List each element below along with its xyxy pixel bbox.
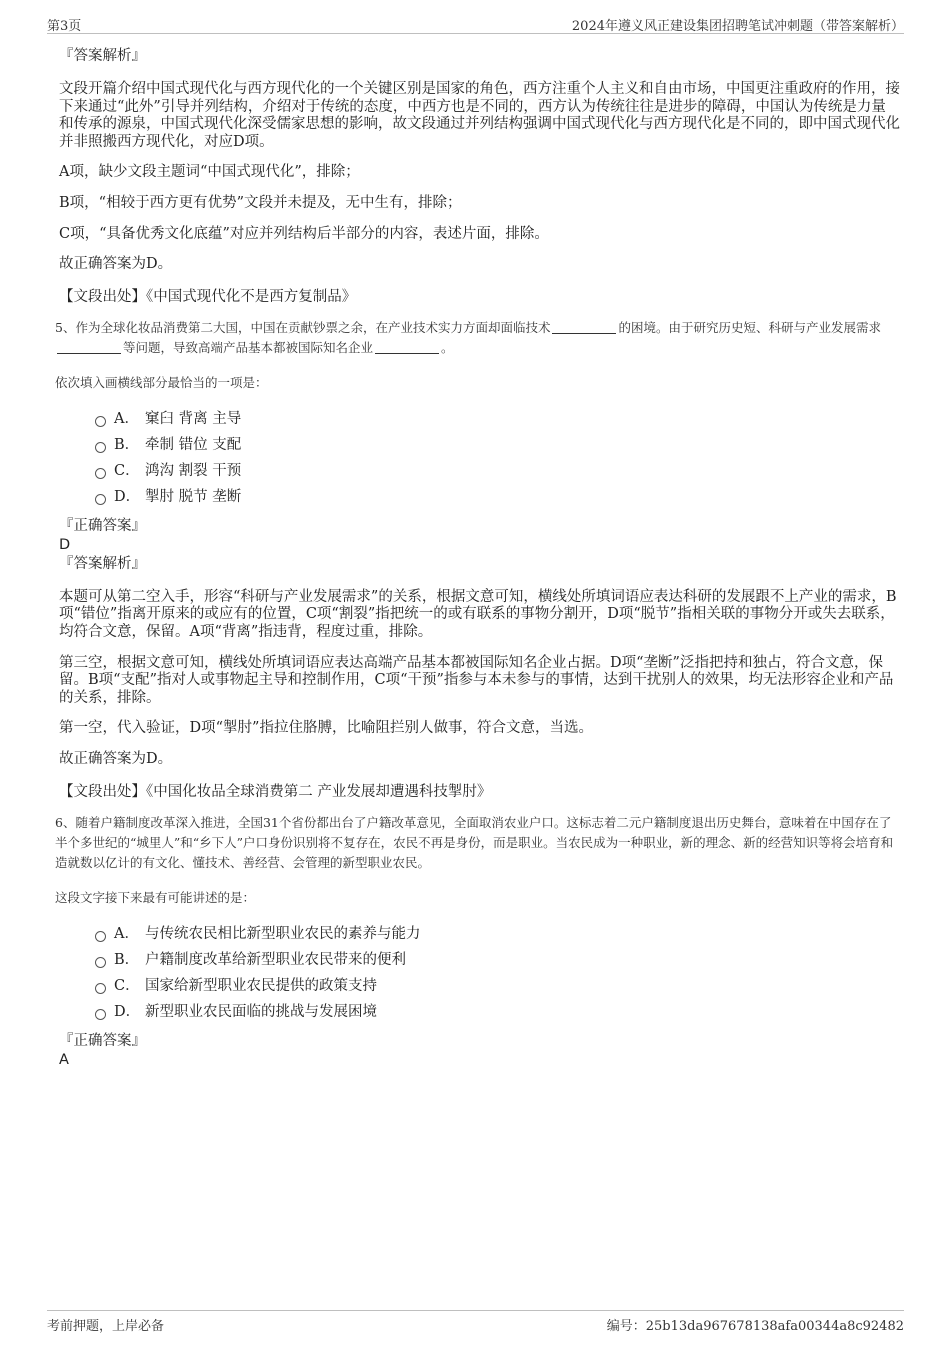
radio-icon[interactable] bbox=[95, 957, 106, 968]
explain-paragraph: A项，缺少文段主题词“中国式现代化”，排除； bbox=[59, 164, 360, 181]
question-prompt: 依次填入画横线部分最恰当的一项是： bbox=[55, 374, 268, 390]
option-b[interactable]: B． 户籍制度改革给新型职业农民带来的便利 bbox=[95, 947, 900, 973]
page-content bbox=[55, 46, 900, 1069]
radio-icon[interactable] bbox=[95, 983, 106, 994]
page-footer bbox=[47, 1310, 904, 1334]
answer-value: D bbox=[59, 536, 71, 553]
fill-blank bbox=[375, 340, 439, 354]
answer-heading: 『正确答案』 bbox=[59, 1032, 146, 1049]
explain-heading: 『答案解析』 bbox=[59, 555, 146, 572]
radio-icon[interactable] bbox=[95, 468, 106, 479]
explain-paragraph: 本题可从第二空入手，形容“科研与产业发展需求”的关系，根据文意可知，横线处所填词语应表达科研的发展跟不上产业的需求，B项“错位”指离开原来的或应有的位置，C项“割裂”指把统一的或有联系的事物分割开，D项“脱节”指相关联的事物分开或失去联系，均符合文意，保留。A项“背离”指违背，程度过重，排除。 bbox=[59, 588, 897, 640]
question-6-text: 6、随着户籍制度改革深入推进，全国31个省份都出台了户籍改革意见，全面取消农业户口。这标志着二元户籍制度退出历史舞台，意味着在中国存在了半个多世纪的“城里人”和“乡下人”户口身份识别将不复存在，农民不再是身份，而是职业。当农民成为一种职业，新的理念、新的经营知识等将会培育和造就数以亿计的有文化、懂技术、善经营、会管理的新型职业农民。 bbox=[55, 814, 894, 870]
radio-icon[interactable] bbox=[95, 442, 106, 453]
question-6-options bbox=[95, 921, 900, 1025]
radio-icon[interactable] bbox=[95, 416, 106, 427]
explain-heading: 『答案解析』 bbox=[59, 48, 146, 64]
explain-paragraph: 故正确答案为D。 bbox=[59, 750, 173, 767]
explain-paragraph: 第一空，代入验证，D项“掣肘”指拉住胳膊，比喻阻拦别人做事，符合文意，当选。 bbox=[59, 720, 593, 737]
page-number: 第3页 bbox=[47, 19, 82, 34]
option-d[interactable]: D． 掣肘 脱节 垄断 bbox=[95, 484, 900, 510]
option-b[interactable]: B． 牵制 错位 支配 bbox=[95, 432, 900, 458]
source-citation: 【文段出处】《中国化妆品全球消费第二 产业发展却遭遇科技掣肘》 bbox=[59, 783, 492, 800]
question-5-options bbox=[95, 406, 900, 510]
explain-paragraph: 故正确答案为D。 bbox=[59, 256, 173, 273]
source-citation: 【文段出处】《中国式现代化不是西方复制品》 bbox=[59, 288, 357, 305]
fill-blank bbox=[57, 340, 121, 354]
document-title: 2024年遵义风正建设集团招聘笔试冲刺题（带答案解析） bbox=[571, 19, 904, 34]
radio-icon[interactable] bbox=[95, 1009, 106, 1020]
question-5-text: 5、作为全球化妆品消费第二大国，中国在贡献钞票之余，在产业技术实力方面却面临技术 的困境。由于研究历史短、科研与产业发展需求等问题，导致高端产品基本都被国际知名企业 。 bbox=[55, 319, 881, 355]
radio-icon[interactable] bbox=[95, 931, 106, 942]
option-c[interactable]: C． 国家给新型职业农民提供的政策支持 bbox=[95, 973, 900, 999]
explain-paragraph: C项，“具备优秀文化底蕴”对应并列结构后半部分的内容，表述片面，排除。 bbox=[59, 225, 549, 242]
option-a[interactable]: A． 与传统农民相比新型职业农民的素养与能力 bbox=[95, 921, 900, 947]
explain-paragraph: 第三空，根据文意可知，横线处所填词语应表达高端产品基本都被国际知名企业占据。D项“垄断”泛指把持和独占，符合文意，保留。B项“支配”指对人或事物起主导和控制作用，C项“干预”指参与本未参与的事情，达到干扰别人的效果，均无法形容企业和产品的关系，排除。 bbox=[59, 654, 894, 706]
footer-slogan: 考前押题，上岸必备 bbox=[47, 1319, 165, 1334]
radio-icon[interactable] bbox=[95, 494, 106, 505]
fill-blank bbox=[552, 320, 616, 334]
question-prompt: 这段文字接下来最有可能讲述的是： bbox=[55, 889, 256, 905]
explain-paragraph: B项，“相较于西方更有优势”文段并未提及，无中生有，排除； bbox=[59, 194, 462, 211]
answer-heading: 『正确答案』 bbox=[59, 517, 146, 534]
explain-paragraph: 文段开篇介绍中国式现代化与西方现代化的一个关键区别是国家的角色，西方注重个人主义和自由市场，中国更注重政府的作用，接下来通过“此外”引导并列结构，介绍对于传统的态度，中西方也是不同的，西方认为传统往往是进步的障碍，中国认为传统是力量和传承的源泉，中国式现代化深受儒家思想的影响，故文段通过并列结构强调中国式现代化与西方现代化是不同的，即中国式现代化并非照搬西方现代化，对应D项。 bbox=[59, 81, 900, 150]
page-header bbox=[47, 14, 904, 34]
answer-value: A bbox=[59, 1051, 69, 1068]
option-a[interactable]: A． 窠臼 背离 主导 bbox=[95, 406, 900, 432]
option-c[interactable]: C． 鸿沟 割裂 干预 bbox=[95, 458, 900, 484]
document-id: 编号：25b13da967678138afa00344a8c92482 bbox=[606, 1319, 904, 1334]
option-d[interactable]: D． 新型职业农民面临的挑战与发展困境 bbox=[95, 999, 900, 1025]
